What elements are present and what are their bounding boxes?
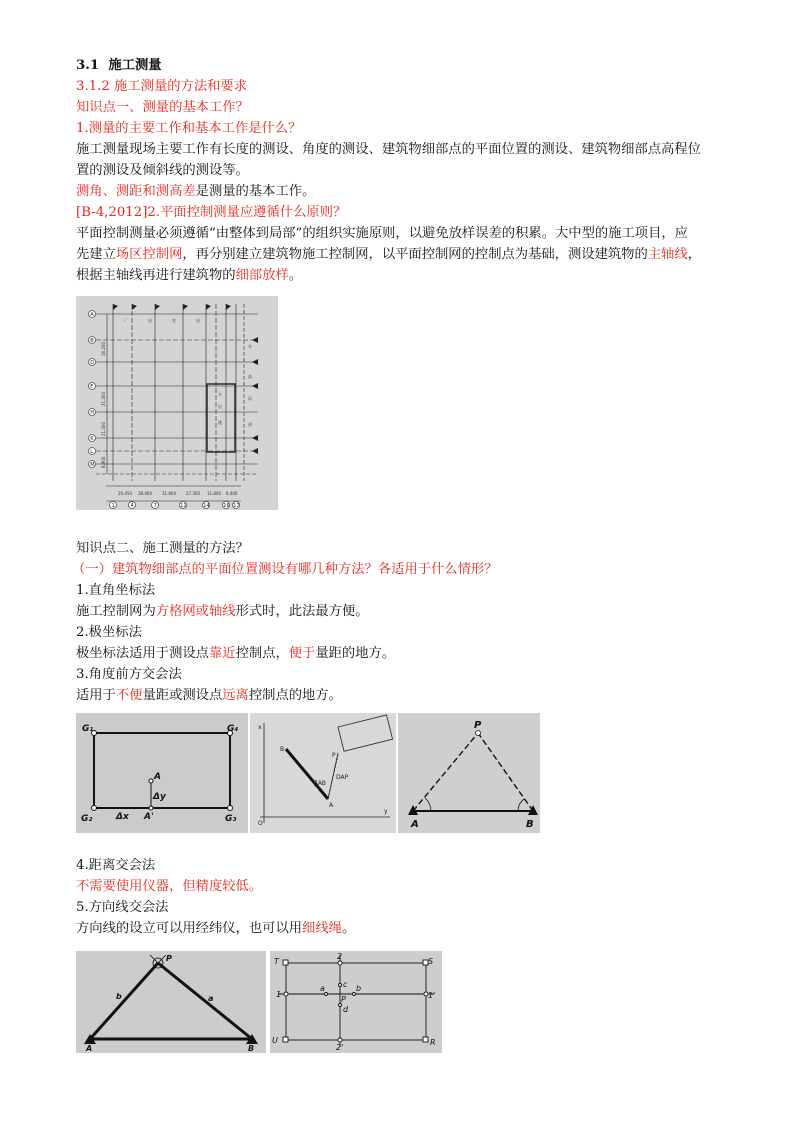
point-label: B bbox=[280, 746, 285, 753]
row-axis-label: H bbox=[90, 409, 95, 416]
highlight-span: 细线绳 bbox=[302, 921, 342, 936]
highlight-span: 不便 bbox=[115, 688, 143, 703]
row-axis-label: F bbox=[90, 383, 94, 390]
right-char: 局 bbox=[248, 396, 252, 401]
text-span: 控制点， bbox=[235, 646, 289, 661]
axis-point-label: 2 bbox=[337, 952, 343, 961]
side-label: b bbox=[116, 992, 122, 1001]
point-label: B bbox=[526, 819, 534, 830]
spacing-label: 27.300 bbox=[186, 491, 200, 496]
top-char: 局 bbox=[196, 318, 200, 323]
subsection-heading: 3.1.2 施工测量的方法和要求 bbox=[76, 79, 248, 94]
right-char: 部 bbox=[248, 422, 252, 427]
text-span: ，再分别建立建筑物施工控制网，以平面控制网的控制点为基础，测设建筑物的 bbox=[182, 247, 648, 262]
axis-label: x bbox=[258, 724, 262, 731]
section-title: 施工测量 bbox=[108, 58, 162, 73]
column-axis-label: 4 bbox=[130, 502, 134, 509]
column-axis-label: 7 bbox=[153, 502, 157, 509]
box-char: 楼 bbox=[218, 420, 222, 425]
point-label: P bbox=[332, 752, 336, 759]
mark-label: c bbox=[343, 980, 348, 989]
column-axis-label: 1 bbox=[111, 502, 115, 509]
angle-intersection-figure bbox=[398, 713, 540, 833]
spacing-label: 11.800 bbox=[207, 491, 221, 496]
text-span: 极坐标法适用于测设点 bbox=[76, 646, 209, 661]
right-char: 高 bbox=[248, 374, 252, 379]
highlight-span: 细部放样 bbox=[235, 268, 289, 283]
distance-label: DAP bbox=[336, 774, 349, 781]
text-span: 量距的地方。 bbox=[315, 646, 396, 661]
mark-label: d bbox=[343, 1005, 349, 1014]
point-label: B bbox=[248, 1044, 255, 1053]
highlight-span: 远离 bbox=[222, 688, 249, 703]
method-5-title: 5.方向线交会法 bbox=[76, 900, 169, 915]
axis-point-label: 1 bbox=[276, 990, 282, 999]
top-char: 局 bbox=[148, 318, 152, 323]
rectangular-coordinate-figure bbox=[76, 713, 248, 833]
highlight-span: 场区控制网 bbox=[115, 247, 183, 262]
method-3-desc bbox=[76, 687, 342, 705]
kp2-question-1: （一）建筑物细部点的平面位置测设有哪几种方法？各适用于什么情形？ bbox=[72, 562, 498, 577]
highlight-span: 主轴线 bbox=[647, 247, 688, 262]
text-span: 控制点的地方。 bbox=[248, 688, 342, 703]
spacing-label: 31.800 bbox=[162, 491, 176, 496]
text-span: 量距或测设点 bbox=[142, 688, 223, 703]
top-char: 室 bbox=[172, 318, 176, 323]
text-span: 。 bbox=[288, 268, 303, 283]
point-label: O bbox=[258, 820, 263, 827]
basic-work-highlight: 测角、测距和测高差 bbox=[76, 184, 196, 199]
kp1-title: 知识点一、测量的基本工作？ bbox=[76, 100, 249, 115]
point-label: A bbox=[411, 819, 419, 830]
corner-label: U bbox=[272, 1036, 278, 1045]
highlight-span: 便于 bbox=[288, 646, 316, 661]
text-span: 适用于 bbox=[76, 688, 116, 703]
section-heading bbox=[76, 57, 162, 75]
row-axis-label: B bbox=[90, 337, 94, 344]
side-dimension: 21.300 bbox=[101, 422, 106, 436]
section-number: 3.1 bbox=[76, 58, 100, 73]
box-char: 层 bbox=[218, 404, 222, 409]
point-label: Δx bbox=[116, 812, 129, 822]
kp1-answer-1b bbox=[76, 183, 315, 201]
right-char: 专 bbox=[248, 344, 252, 349]
point-label: P bbox=[341, 995, 346, 1004]
method-2-desc bbox=[76, 645, 395, 663]
kp1-question-1: 1.测量的主要工作和基本工作是什么？ bbox=[76, 121, 302, 136]
side-dimension: 8.900 bbox=[101, 456, 106, 468]
row-axis-label: A bbox=[90, 311, 94, 318]
axis-point-label: 2' bbox=[336, 1043, 344, 1052]
column-axis-label: 17 bbox=[233, 502, 240, 509]
method-4-title: 4.距离交会法 bbox=[76, 858, 156, 873]
kp1-answer-2-line-1: 平面控制测量必须遵循“由整体到局部”的组织实施原则，以避免放样误差的积累。大中型的施工项目，应 bbox=[76, 226, 688, 241]
corner-label: R bbox=[430, 1038, 436, 1047]
method-2-title: 2.极坐标法 bbox=[76, 625, 142, 640]
row-axis-label: D bbox=[90, 359, 95, 366]
top-char: 厂 bbox=[124, 318, 128, 323]
method-3-title: 3.角度前方交会法 bbox=[76, 667, 182, 682]
point-label: P bbox=[474, 720, 482, 731]
row-axis-label: L bbox=[90, 448, 94, 455]
text-span: ， bbox=[687, 247, 701, 262]
point-label: G₁ bbox=[82, 724, 94, 734]
method-1-title: 1.直角坐标法 bbox=[76, 583, 156, 598]
column-axis-label: 11 bbox=[180, 502, 187, 509]
point-label: A bbox=[154, 772, 161, 782]
kp1-answer-1-line-1: 施工测量现场主要工作有长度的测设、角度的测设、建筑物细部点的平面位置的测设、建筑物细部点高程位 bbox=[76, 142, 701, 157]
mark-label: b bbox=[356, 984, 362, 993]
point-label: G₃ bbox=[225, 814, 237, 824]
point-label: A' bbox=[144, 812, 154, 822]
corner-label: T bbox=[274, 957, 279, 966]
method-4-desc: 不需要使用仪器，但精度较低。 bbox=[76, 879, 263, 894]
method-5-desc bbox=[76, 920, 355, 938]
kp1-question-2: [B-4,2012]2.平面控制测量应遵循什么原则？ bbox=[76, 205, 347, 220]
spacing-label: 38.400 bbox=[138, 491, 152, 496]
mark-label: a bbox=[320, 984, 325, 993]
side-label: a bbox=[208, 994, 214, 1003]
kp1-answer-2-line-3 bbox=[76, 267, 302, 285]
axis-point-label: 1' bbox=[428, 991, 436, 1000]
point-label: G₂ bbox=[81, 814, 93, 824]
text-span: 方向线的设立可以用经纬仪，也可以用 bbox=[76, 921, 303, 936]
method-1-desc bbox=[76, 603, 369, 621]
kp2-title: 知识点二、施工测量的方法？ bbox=[76, 541, 249, 556]
basic-work-rest: 是测量的基本工作。 bbox=[195, 184, 316, 199]
side-dimension: 21.300 bbox=[101, 392, 106, 406]
angle-label: βAB bbox=[314, 780, 327, 787]
side-dimension: 16.200 bbox=[101, 342, 106, 356]
point-label: A bbox=[86, 1044, 93, 1053]
row-axis-label: K bbox=[90, 435, 94, 442]
column-axis-label: 16 bbox=[223, 502, 230, 509]
distance-intersection-figure bbox=[76, 951, 266, 1053]
text-span: 形式时，此法最方便。 bbox=[235, 604, 369, 619]
spacing-label: 20.450 bbox=[118, 491, 132, 496]
row-axis-label: M bbox=[90, 461, 95, 468]
point-label: Δy bbox=[153, 792, 166, 802]
text-span: 根据主轴线再进行建筑物的 bbox=[76, 268, 236, 283]
axis-label: y bbox=[384, 808, 388, 815]
highlight-span: 靠近 bbox=[208, 646, 236, 661]
box-char: 多 bbox=[218, 392, 222, 397]
polar-coordinate-figure bbox=[250, 713, 396, 833]
point-label: G₄ bbox=[227, 724, 239, 734]
text-span: 。 bbox=[341, 921, 356, 936]
highlight-span: 方格网或轴线 bbox=[155, 604, 236, 619]
point-label: P bbox=[166, 954, 172, 963]
point-label: A bbox=[329, 802, 334, 809]
kp1-answer-2-line-2 bbox=[76, 246, 701, 264]
direction-line-figure bbox=[270, 951, 442, 1053]
spacing-label: 8.400 bbox=[226, 491, 238, 496]
text-span: 先建立 bbox=[76, 247, 116, 262]
corner-label: S bbox=[428, 957, 434, 966]
column-axis-label: 14 bbox=[203, 502, 210, 509]
control-grid-figure bbox=[76, 296, 278, 510]
text-span: 施工控制网为 bbox=[76, 604, 156, 619]
kp1-answer-1-line-2: 置的测设及倾斜线的测设等。 bbox=[76, 163, 249, 178]
